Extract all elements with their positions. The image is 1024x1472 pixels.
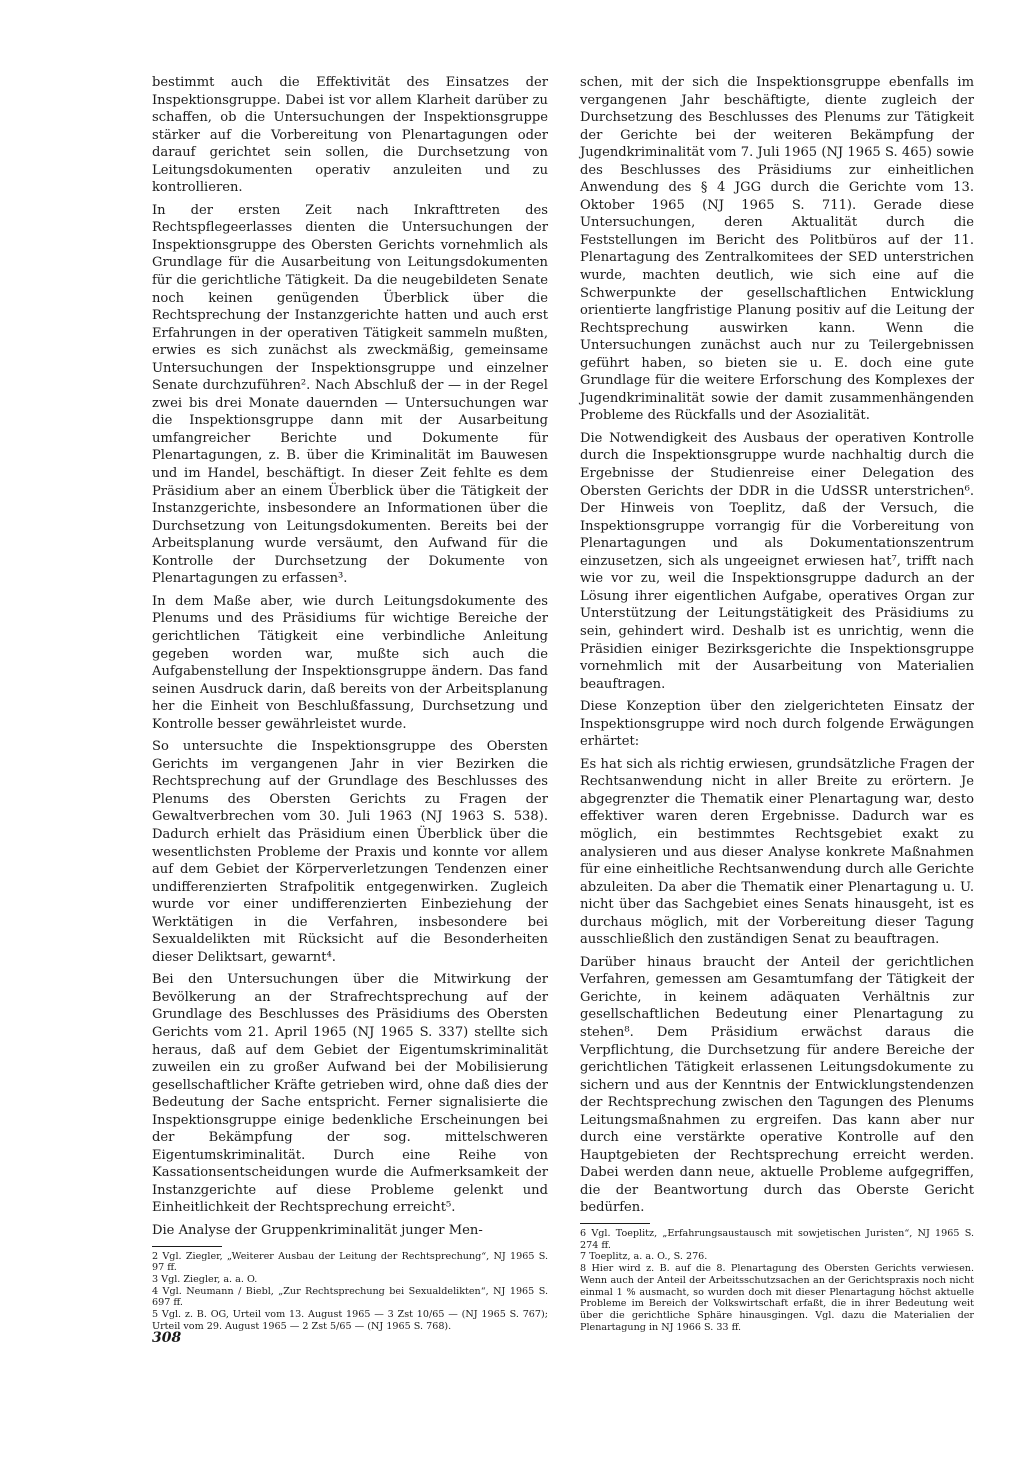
footnote: 7 Toeplitz, a. a. O., S. 276. (580, 1251, 708, 1263)
footnote-divider (152, 1246, 222, 1247)
paragraph: So untersuchte die Inspektionsgruppe des Obersten Gerichts im vergangenen Jahr in vier Bezirken die Rechtsprechung auf der Grundlage des Beschlusses des Plenums des Obersten Gerichts zu Fragen der Gewaltverbrechen vom 30. Juli 1963 (NJ 1963 S. 538). Dadurch erhielt das Präsidium einen Überblick über die wesentlichsten Probleme der Praxis und konnte vor allem auf dem Gebiet der Körperverletzungen Tendenzen einer undifferenzierten Strafpolitik entgegenwirken. Zugleich wurde vor einer undifferenzierten Einbeziehung der Werktätigen in die Verfahren, insbesondere bei Sexualdelikten mit Rücksicht auf die Besonderheiten dieser Deliktsart, gewarnt⁴. (152, 739, 548, 965)
paragraph: Es hat sich als richtig erwiesen, grundsätzliche Fragen der Rechtsanwendung nicht in aller Breite zu erörtern. Je abgegrenzter die Thematik einer Plenartagung war, desto effektiver waren deren Ergebnisse. Dadurch war es möglich, ein bestimmtes Rechtsgebiet exakt zu analysieren und aus dieser Analyse konkrete Maßnahmen für eine einheitliche Rechtsanwendung durch alle Gerichte abzuleiten. Da aber die Thematik einer Plenartagung u. U. nicht über das Sachgebiet eines Senats hinausgeht, ist es durchaus möglich, mit der Vorbereitung dieser Tagung ausschließlich den zuständigen Senat zu beauftragen. (580, 756, 974, 948)
right-column (580, 74, 974, 1333)
paragraph: bestimmt auch die Effektivität des Einsatzes der Inspektionsgruppe. Dabei ist vor allem Klarheit darüber zu schaffen, ob die Untersuchungen der Inspektionsgruppe stärker auf die Vorbereitung von Plenartagungen oder darauf gerichtet sein sollen, die Durchsetzung von Leitungsdokumenten operativ anzuleiten und zu kontrollieren. (152, 75, 548, 196)
paragraph: Die Notwendigkeit des Ausbaus der operativen Kontrolle durch die Inspektionsgruppe wurde nachhaltig durch die Ergebnisse der Studienreise einer Delegation des Obersten Gerichts der DDR in die UdSSR unterstrichen⁶. Der Hinweis von Toeplitz, daß der Versuch, die Inspektionsgruppe vorrangig für die Vorbereitung von Plenartagungen und als Dokumentationszentrum einzusetzen, sich als ungeeignet erwiesen hat⁷, trifft nach wie vor zu, weil die Inspektionsgruppe dadurch an der Lösung ihrer eigentlichen Aufgabe, operatives Organ zur Unterstützung der Leitungstätigkeit des Präsidiums zu sein, gehindert wird. Deshalb ist es unrichtig, wenn die Präsidien einiger Bezirksgerichte die Inspektionsgruppe vornehmlich mit der Ausarbeitung von Materialien beauftragen. (580, 430, 974, 692)
page-number: 308 (152, 1330, 182, 1346)
paragraph: Diese Konzeption über den zielgerichteten Einsatz der Inspektionsgruppe wird noch durch folgende Erwägungen erhärtet: (580, 699, 974, 750)
paragraph: Darüber hinaus braucht der Anteil der gerichtlichen Verfahren, gemessen am Gesamtumfang der Tätigkeit der Gerichte, in keinem adäquaten Verhältnis zur gesellschaftlichen Bedeutung einer Plenartagung zu stehen⁸. Dem Präsidium erwächst daraus die Verpflichtung, die Durchsetzung für andere Bereiche der gerichtlichen Tätigkeit erlassenen Leitungsdokumente zu sichern und aus der Kenntnis der Entwicklungstendenzen der Rechtsprechung zwischen den Tagungen des Plenums Leitungsmaßnahmen zu ergreifen. Das kann aber nur durch eine verstärkte operative Kontrolle auf den Hauptgebieten der Rechtsprechung erreicht werden. Dabei werden dann neue, aktuelle Probleme aufgegriffen, die der Beantwortung durch das Oberste Gericht bedürfen. (580, 954, 974, 1216)
paragraph: schen, mit der sich die Inspektionsgruppe ebenfalls im vergangenen Jahr beschäftigte, diente zugleich der Durchsetzung des Beschlusses des Plenums zur Tätigkeit der Gerichte bei der weiteren Bekämpfung der Jugendkriminalität vom 7. Juli 1965 (NJ 1965 S. 465) sowie des Beschlusses des Präsidiums zur einheitlichen Anwendung des § 4 JGG durch die Gerichte vom 13. Oktober 1965 (NJ 1965 S. 711). Gerade diese Untersuchungen, deren Aktualität durch die Feststellungen im Bericht des Politbüros auf der 11. Plenartagung des Zentralkomitees der SED unterstrichen wurde, machten deutlich, wie sich eine auf die Schwerpunkte der gesellschaftlichen Entwicklung orientierte langfristige Planung positiv auf die Leitung der Rechtsprechung auswirken kann. Wenn die Untersuchungen zunächst auch nur zu Teilergebnissen geführt haben, so bieten sie u. E. doch eine gute Grundlage für die weitere Erforschung des Komplexes der Jugendkriminalität sowie der damit zusammenhängenden Probleme des Rückfalls und der Asozialität. (580, 75, 974, 424)
footnote: 8 Hier wird z. B. auf die 8. Plenartagung des Obersten Gerichts verwiesen. Wenn auch der Anteil der Arbeitsschutzsachen an der Gerichtspraxis noch nicht einmal 1 % ausmacht, so wurden doch mit dieser Plenartagung höchst aktuelle Probleme im Bereich der Volkswirtschaft erfaßt, die in ihrer Bedeutung weit über die gerichtliche Sphäre hinausgingen. Vgl. dazu die Materialien der Plenartagung in NJ 1966 S. 33 ff. (580, 1263, 974, 1333)
footnote: 3 Vgl. Ziegler, a. a. O. (152, 1273, 258, 1285)
paragraph: Bei den Untersuchungen über die Mitwirkung der Bevölkerung an der Strafrechtsprechung auf der Grundlage des Beschlusses des Präsidiums des Obersten Gerichts vom 21. April 1965 (NJ 1965 S. 337) stellte sich heraus, daß auf dem Gebiet der Eigentumskriminalität zuweilen ein zu großer Aufwand bei der Mobilisierung gesellschaftlicher Kräfte getrieben wird, ohne daß dies der Bedeutung der Sache entspricht. Ferner signalisierte die Inspektionsgruppe einige bedenkliche Erscheinungen bei der Bekämpfung der sog. mittelschweren Eigentumskriminalität. Durch eine Reihe von Kassationsentscheidungen wurde die Aufmerksamkeit der Instanzgerichte auf diese Probleme gelenkt und Einheitlichkeit der Rechtsprechung erreicht⁵. (152, 972, 548, 1216)
paragraph: Die Analyse der Gruppenkriminalität junger Men- (152, 1223, 483, 1238)
footnote: 2 Vgl. Ziegler, „Weiterer Ausbau der Leitung der Rechtsprechung“, NJ 1965 S. 97 ff. (152, 1250, 548, 1274)
paragraph: In der ersten Zeit nach Inkrafttreten des Rechtspflegeerlasses dienten die Untersuchungen der Inspektionsgruppe des Obersten Gerichts vornehmlich als Grundlage für die Ausarbeitung von Leitungsdokumenten für die gerichtliche Tätigkeit. Da die neugebildeten Senate noch keinen genügenden Überblick über die Rechtsprechung der Instanzgerichte hatten und auch erst Erfahrungen in der operativen Tätigkeit sammeln mußten, erwies es sich zunächst als zweckmäßig, gemeinsame Untersuchungen der Inspektionsgruppe und einzelner Senate durchzuführen². Nach Abschluß der — in der Regel zwei bis drei Monate dauernden — Untersuchungen war die Inspektionsgruppe dann mit der Ausarbeitung umfangreicher Berichte und Dokumente für Plenartagungen, z. B. über die Kriminalität im Bauwesen und im Handel, beschäftigt. In dieser Zeit fehlte es dem Präsidium aber an einem Überblick über die Tätigkeit der Instanzgerichte, insbesondere an Informationen über die Durchsetzung von Leitungsdokumenten. Bereits bei der Arbeitsplanung wurde versäumt, den Aufwand für die Kontrolle der Durchsetzung der Dokumente von Plenartagungen zu erfassen³. (152, 202, 548, 587)
paragraph: In dem Maße aber, wie durch Leitungsdokumente des Plenums und des Präsidiums für wichtige Bereiche der gerichtlichen Tätigkeit eine verbindliche Anleitung gegeben worden war, mußte sich auch die Aufgabenstellung der Inspektionsgruppe ändern. Das fand seinen Ausdruck darin, daß bereits von der Arbeitsplanung her die Einheit von Beschlußfassung, Durchsetzung und Kontrolle besser gewährleistet wurde. (152, 593, 548, 732)
footnote: 5 Vgl. z. B. OG, Urteil vom 13. August 1965 — 3 Zst 10/65 — (NJ 1965 S. 767); Urteil vom 29. August 1965 — 2 Zst 5/65 — (NJ 1965 S. 768). (152, 1309, 548, 1332)
left-column (152, 74, 548, 1332)
footnote: 4 Vgl. Neumann / Biebl, „Zur Rechtsprechung bei Sexualdelikten“, NJ 1965 S. 697 ff. (152, 1285, 548, 1309)
footnote-divider (580, 1223, 650, 1224)
footnote: 6 Vgl. Toeplitz, „Erfahrungsaustausch mit sowjetischen Juristen“, NJ 1965 S. 274 ff. (580, 1228, 974, 1251)
